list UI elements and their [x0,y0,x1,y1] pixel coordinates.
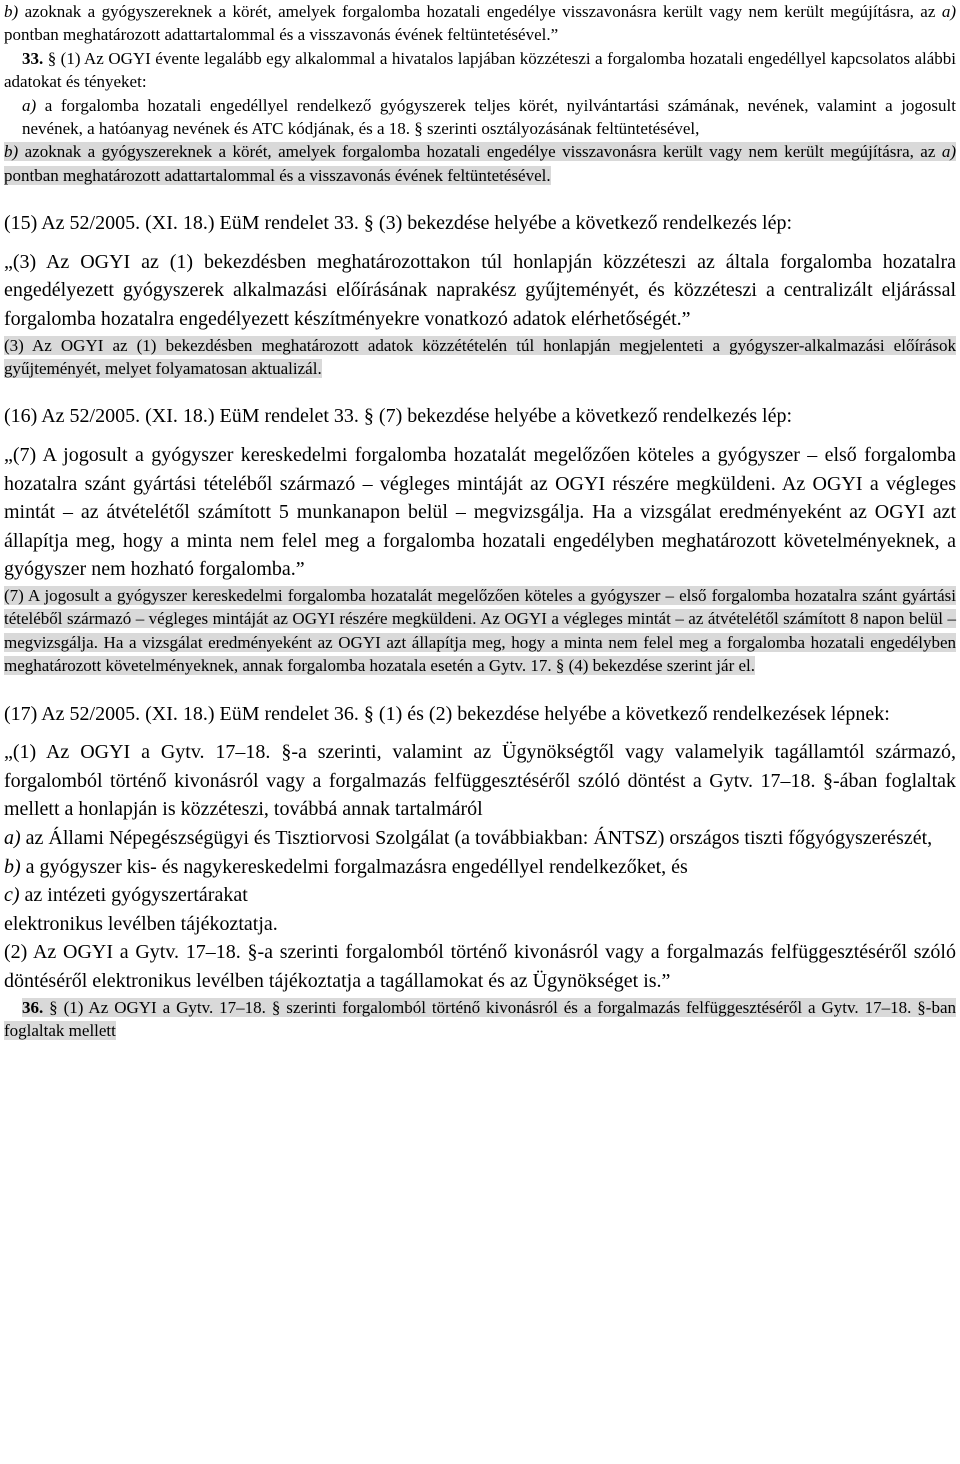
amendment-17-para-2: (2) Az OGYI a Gytv. 17–18. §-a szerinti forgalomból történő kivonásról vagy a forgalmazás felfüggesztéséről szóló döntéséről elektronikus levélben tájékoztatja a tagállamokat és az Ügynökséget is.” [4,941,956,992]
amendment-15-old-text: (3) Az OGYI az (1) bekezdésben meghatározott adatok közzétételén túl honlapján megjelenteti a gyógyszer-alkalmazási előírások gyűjteményét, melyet folyamatosan aktualizál. [4,335,956,379]
section-33-intro: 33. § (1) Az OGYI évente legalább egy alkalommal a hivatalos lapjában közzéteszi a forgalomba hozatali engedéllyel kapcsolatos alábbi adatokat és tényeket: [4,48,956,92]
point-label: a) [22,95,37,115]
amendment-17-point-c: c) az intézeti gyógyszertárakat [4,884,248,907]
amendment-17-point-b: b) a gyógyszer kis- és nagykereskedelmi forgalmazásra engedéllyel rendelkezőket, és [4,855,688,878]
amendment-17-tail: elektronikus levélben tájékoztatja. [4,912,278,935]
amendment-16-heading: (16) Az 52/2005. (XI. 18.) EüM rendelet 33. § (7) bekezdése helyébe a következő rendelkezés lép: [4,405,793,428]
section-33-point-b [4,140,956,187]
amendment-15-new-text: „(3) Az OGYI az (1) bekezdésben meghatározottakon túl honlapján közzéteszi az általa forgalomba hozatalra engedélyezett gyógyszerek alkalmazási előírásának naprakész gyűjteményét, és közzéteszi a centralizált eljárással forgalomba hozatalra engedélyezett készítményekre vonatkozó adatok elérhetőségét.” [4,250,956,331]
section-number: 33. [22,48,44,68]
section-33-point-a: a) a forgalomba hozatali engedéllyel rendelkező gyógyszerek teljes körét, nyilvántartási számának, nevének, valamint a jogosult nevének, a hatóanyag nevének és ATC kódjának, és a 18. § szerinti osztályozásának feltüntetésével, [22,95,956,139]
amendment-17-para-1: „(1) Az OGYI a Gytv. 17–18. §-a szerinti, valamint az Ügynökségtől vagy valamelyik tagállamtól származó, forgalomból történő kivonásról vagy a forgalmazás felfüggesztéséről szóló döntést a Gytv. 17–18. §-ában foglaltak mellett a honlapján is közzéteszi, továbbá annak tartalmáról [4,741,956,821]
amendment-15-heading: (15) Az 52/2005. (XI. 18.) EüM rendelet 33. § (3) bekezdése helyébe a következő rendelkezés lép: [4,212,793,235]
amendment-16-new-text: „(7) A jogosult a gyógyszer kereskedelmi forgalomba hozatalát megelőzően köteles a gyógyszer – első forgalomba hozatalra szánt gyártási tételéből származó – végleges mintáját az OGYI részére megküldeni. Az OGYI a végleges mintát – az átvételétől számított 5 munkanapon belül – megvizsgálja. Ha a vizsgálat eredményeként az OGYI azt állapítja meg, hogy a minta nem felel meg a forgalomba hozatali engedélyben meghatározott követelményeknek, a gyógyszer nem hozható forgalomba.” [4,444,956,581]
highlighted-old-text: b) azoknak a gyógyszereknek a körét, amelyek forgalomba hozatali engedélye visszavonásra került vagy nem került megújításra, az a) pontban meghatározott adattartalommal és a visszavonás évének feltüntetésével. [4,142,956,185]
old-point-b-continued: b) azoknak a gyógyszereknek a körét, amelyek forgalomba hozatali engedélye visszavonásra került vagy nem került megújításra, az a) pontban meghatározott adattartalommal és a visszavonás évének feltüntetésével.” [4,2,956,45]
point-ref: a) [941,2,956,21]
amendment-17-point-a: a) az Állami Népegészségügyi és Tisztiorvosi Szolgálat (a továbbiakban: ÁNTSZ) országos tiszti főgyógyszerészét, [4,827,933,849]
amendment-16-old-text: (7) A jogosult a gyógyszer kereskedelmi forgalomba hozatalát megelőzően köteles a gyógyszer – első forgalomba hozatalra szánt gyártási tételéből származó – végleges mintáját az OGYI részére megküldeni. Az OGYI a végleges mintát – az átvételétől számított 8 napon belül – megvizsgálja. Ha a vizsgálat eredményeként az OGYI azt állapítja meg, hogy a minta nem felel meg a forgalomba hozatali engedélyben meghatározott követelményeknek, annak forgalomba hozatala esetén a Gytv. 17. § (4) bekezdése szerint jár el. [4,586,956,676]
point-label: b) [4,2,19,21]
amendment-17-heading: (17) Az 52/2005. (XI. 18.) EüM rendelet 36. § (1) és (2) bekezdése helyébe a következő rendelkezések lépnek: [4,702,890,725]
amendment-17-old-text: 36. § (1) Az OGYI a Gytv. 17–18. § szerinti forgalomból történő kivonásról és a forgalmazás felfüggesztéséről a Gytv. 17–18. §-ban foglaltak mellett [4,997,956,1040]
